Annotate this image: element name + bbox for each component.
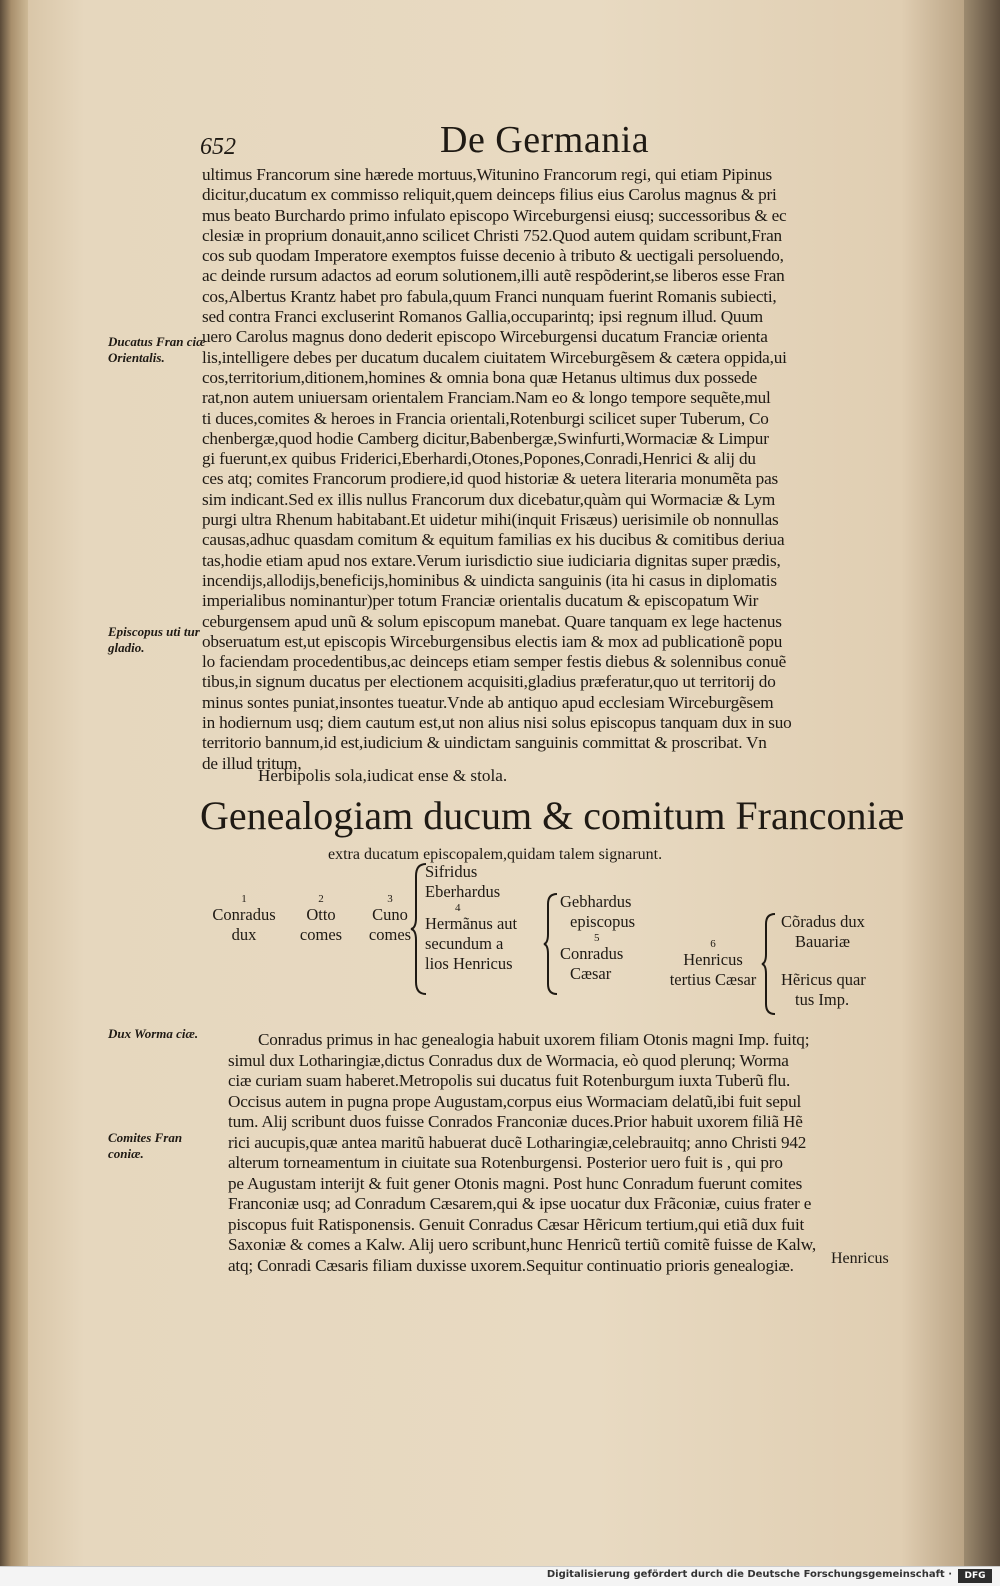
body-text-2 <box>228 1030 928 1276</box>
text-line: causas,adhuc quasdam comitum & equitum familias ex his ducibus & comitibus deriua <box>202 530 785 550</box>
margin-note-episcopus: Episcopus uti tur gladio. <box>108 624 200 655</box>
text-line: purgi ultra Rhenum habitabant.Et uidetur mihi(inquit Frisæus) uerisimile ob nonnullas <box>202 510 779 530</box>
brace-2 <box>543 892 561 996</box>
dfg-logo-icon: DFG <box>958 1569 992 1583</box>
text-line: mus beato Burchardo primo infulato episcopo Wirceburgensi eiusq; successoribus & ec <box>202 205 787 225</box>
text-line: sed contra Franci excluserint Romanos Gallia,occuparintq; ipsi regnum illud. Quum <box>202 307 763 327</box>
text-line: ces atq; comites Francorum prodiere,id quod historiæ & uetera literaria monumẽta pas <box>202 469 778 489</box>
gen-otto <box>290 893 352 945</box>
gen-conradus-dux <box>202 893 286 945</box>
verse-line: Herbipolis sola,iudicat ense & stola. <box>258 766 508 785</box>
gen-title: Bauariæ <box>795 932 850 951</box>
gen-name: Hẽricus quar <box>781 970 866 989</box>
text-line: cos sub quodam Imperatore exemptos fuisse decenio à tributo & uectigali persoluendo, <box>202 246 784 266</box>
gen-number: 5 <box>594 932 600 944</box>
page-number: 652 <box>200 134 236 160</box>
text-line: lis,intelligere debes per ducatum ducalem ciuitatem Wirceburgẽsem & cætera oppida,ui <box>202 347 787 367</box>
gen-name: Gebhardus <box>560 892 632 911</box>
gen-title: comes <box>299 925 343 944</box>
text-line: atq; Conradi Cæsaris filiam duxisse uxorem.Sequitur continuatio prioris genealogiæ. <box>228 1255 794 1275</box>
gen-name: Cuno <box>372 905 408 924</box>
text-line: in hodiernum usq; diem cautum est,ut non alius nisi solus episcopus tanquam dux in suo <box>202 713 792 733</box>
gen-number: 3 <box>387 893 393 905</box>
text-line: lo faciendam procedentibus,ac deinceps etiam semper festis diebus & solennibus conuẽ <box>202 652 787 672</box>
gen-title: episcopus <box>570 912 636 931</box>
text-line: simul dux Lotharingiæ,dictus Conradus dux de Wormacia, eò quod plerunq; Worma <box>228 1050 789 1070</box>
text-line: incendijs,allodijs,beneficijs,hominibus & uindicta sanguinis (ita hi casus in diplomatis <box>202 570 777 590</box>
margin-note-ducatus: Ducatus Fran ciæ Orientalis. <box>108 334 206 365</box>
gen-name: Eberhardus <box>425 882 501 901</box>
gen-title: tus Imp. <box>795 990 850 1009</box>
text-line: obseruatum est,ut episcopis Wirceburgensibus electis iam & mox ad publicationẽ popu <box>202 631 783 651</box>
gen-name: Sifridus <box>425 862 478 881</box>
gen-number: 1 <box>241 893 247 905</box>
gen-name: Conradus <box>560 944 624 963</box>
text-line: tum. Alij scribunt duos fuisse Conrados Franconiæ duces.Prior habuit uxorem filiã Hẽ <box>228 1112 803 1131</box>
gen-henricus <box>658 938 768 990</box>
book-page <box>28 0 973 1566</box>
gen-title: Cæsar <box>570 964 612 983</box>
gen-column-5 <box>781 912 901 1010</box>
gen-name: lios Henricus <box>425 954 513 973</box>
gen-column-3 <box>560 892 670 984</box>
text-line: rat,non autem uniuersam orientalem Franciam.Nam eo & longo tempore sequẽte,mul <box>202 388 771 408</box>
gen-title: dux <box>231 925 257 944</box>
text-line: sim indicant.Sed ex illis nullus Francorum dux dicebatur,quàm qui Wormaciæ & Lym <box>202 489 776 509</box>
text-line: ti duces,comites & heroes in Francia orientali,Rotenburgi scilicet super Tuberum, Co <box>202 408 769 428</box>
text-line: de illud tritum, <box>202 753 302 773</box>
text-line: ac deinde rursum adactos ad eorum solutionem,illi autẽ respõderint,se liberos esse Fran <box>202 266 785 286</box>
margin-note-dux-wormaciae: Dux Worma ciæ. <box>108 1026 199 1041</box>
text-line: minus sontes puniat,insontes tueatur.Vnde ab antiquo apud ecclesiam Wirceburgẽsem <box>202 692 774 712</box>
page-edge-stack <box>0 0 28 1566</box>
text-line: ultimus Francorum sine hærede mortuus,Witunino Francorum regi, qui etiam Pipinus <box>202 165 772 184</box>
gen-number: 4 <box>455 902 461 914</box>
page-right-edge <box>964 0 1000 1566</box>
gen-name: Conradus <box>212 905 276 924</box>
text-line: alterum torneamentum in ciuitate sua Rotenburgensi. Posterior uero fuit is , qui pro <box>228 1153 783 1172</box>
text-line: territorio bannum,id est,iudicium & uindictam sanguinis committat & proscribat. Vn <box>202 733 767 753</box>
gen-title: tertius Cæsar <box>669 970 757 989</box>
footer-bar <box>0 1566 1000 1586</box>
text-line: ciæ curiam suam haberet.Metropolis sui ducatus fuit Rotenburgum iuxta Tuberũ flu. <box>228 1071 791 1090</box>
gen-name: Otto <box>306 905 336 924</box>
text-line: tibus,in signum ducatus per electionem acquisiti,gladius præferatur,quo ut territorij do <box>202 672 776 692</box>
footer-credit: Digitalisierung gefördert durch die Deutsche Forschungsgemeinschaft · <box>546 1569 952 1580</box>
gen-name: Henricus <box>683 950 743 969</box>
text-line: cos,Albertus Krantz habet pro fabula,quum Franci nunquam fuerint Romanis subiecti, <box>202 286 777 306</box>
gen-title: comes <box>368 925 412 944</box>
catchword: Henricus <box>831 1250 889 1267</box>
text-line: gi fuerunt,ex quibus Friderici,Eberhardi,Otones,Popones,Conradi,Henrici & alij du <box>202 449 756 469</box>
text-line: piscopus fuit Ratisponensis. Genuit Conradus Cæsar Hẽricum tertium,qui etiã dux fuit <box>228 1214 805 1234</box>
text-line: Occisus autem in pugna prope Augustam,corpus eius Wormaciam delatũ,ibi fuit sepul <box>228 1091 802 1111</box>
gen-number: 2 <box>318 893 324 905</box>
running-head <box>28 118 967 168</box>
text-line: Saxoniæ & comes a Kalw. Alij uero scribunt,hunc Henricũ tertiũ comitẽ fuisse de Kalw, <box>228 1235 816 1254</box>
text-line: tas,hodie etiam apud nos extare.Verum iurisdictio siue iudiciaria dignitas super prædis, <box>202 550 781 570</box>
gen-name: Cõradus dux <box>781 912 865 931</box>
text-line: rici aucupis,quæ antea maritũ habuerat ducẽ Lotharingiæ,celebrauitq; anno Christi 942 <box>228 1132 807 1152</box>
text-line: Conradus primus in hac genealogia habuit uxorem filiam Otonis magni Imp. fuitq; <box>258 1030 810 1049</box>
text-line: clesiæ in proprium donauit,anno scilicet Christi 752.Quod autem quidam scribunt,Fran <box>202 225 782 245</box>
gen-name: secundum a <box>425 934 504 953</box>
text-line: chenbergæ,quod hodie Camberg dicitur,Babenbergæ,Swinfurti,Wormaciæ & Limpur <box>202 428 769 448</box>
text-line: pe Augustam interijt & fuit gener Otonis magni. Post hunc Conradum fuerunt comites <box>228 1173 803 1193</box>
gen-column-2 <box>425 862 545 974</box>
text-line: ceburgensem apud unũ & solum episcopum manebat. Quare tanquam ex lege hactenus <box>202 611 782 631</box>
gen-spacer <box>781 952 901 970</box>
brace-3 <box>761 912 779 1016</box>
genealogy-subheading: extra ducatum episcopalem,quidam talem signarunt. <box>328 846 663 863</box>
gen-number: 6 <box>710 938 716 950</box>
text-line: uero Carolus magnus dono dederit episcopo Wirceburgensi ducatum Franciæ orienta <box>202 327 768 347</box>
gen-name: Hermãnus aut <box>425 914 518 933</box>
page-title: De Germania <box>440 119 650 161</box>
text-line: cos,territorium,ditionem,homines & omnia bona quæ Hetanus ultimus dux possede <box>202 367 758 387</box>
text-line: imperialibus nominantur)per totum Franciæ orientalis ducatum & episcopatum Wir <box>202 591 759 611</box>
text-line: dicitur,ducatum ex commisso reliquit,quem deinceps filius eius Carolus magnus & pri <box>202 185 777 205</box>
genealogy-heading: Genealogiam ducum & comitum Franconiæ <box>200 793 905 838</box>
margin-note-comites: Comites Fran coniæ. <box>108 1130 183 1161</box>
text-line: Franconiæ usq; ad Conradum Cæsarem,qui & ipse uocatur dux Frãconiæ, cuius frater e <box>228 1194 812 1213</box>
body-text <box>202 165 902 774</box>
